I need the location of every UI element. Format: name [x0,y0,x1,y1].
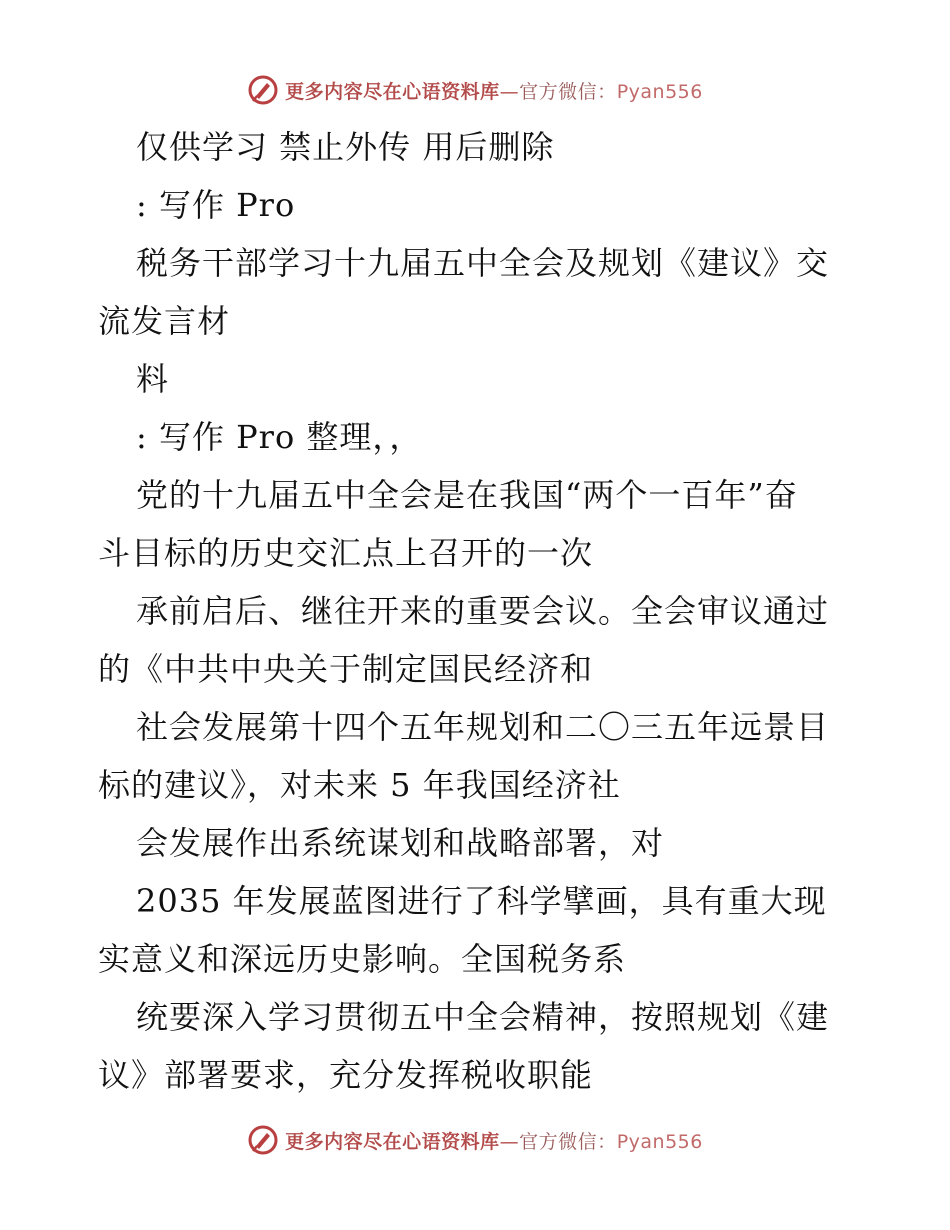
text-line: 会发展作出系统谋划和战略部署，对 [136,824,665,862]
watermark-site: 更多内容尽在心语资料库 [285,1130,500,1153]
text-line: 社会发展第十四个五年规划和二〇三五年远景目 [136,708,830,746]
watermark-text [285,1127,703,1154]
text-line: 仅供学习 禁止外传 用后删除 [136,128,555,166]
text-line: 议》部署要求，充分发挥税收职能 [98,1056,594,1094]
watermark-site: 更多内容尽在心语资料库 [285,80,500,103]
watermark-dash: — [499,1130,520,1153]
quill-logo-icon [247,1124,279,1156]
text-line: 标的建议》，对未来 5 年我国经济社 [98,766,621,804]
text-line: 承前启后、继往开来的重要会议。全会审议通过 [136,592,830,630]
watermark-label: 官方微信： [519,1130,617,1153]
text-line: 2035 年发展蓝图进行了科学擘画，具有重大现 [136,882,827,920]
text-line: 党的十九届五中全会是在我国“两个一百年”奋 [136,476,798,514]
watermark-banner-top [0,70,950,110]
text-line: 的《中共中央关于制定国民经济和 [98,650,594,688]
text-line: : 写作 Pro 整理，， [136,418,423,456]
text-line: 税务干部学习十九届五中全会及规划《建议》交 [136,244,830,282]
text-line: 流发言材 [98,302,231,340]
text-line: 统要深入学习贯彻五中全会精神，按照规划《建 [136,998,830,1036]
watermark-text [285,77,703,104]
quill-logo-icon [247,74,279,106]
document-body [98,118,858,1104]
watermark-dash: — [499,80,520,103]
watermark-banner-bottom [0,1120,950,1160]
watermark-label: 官方微信： [519,80,617,103]
text-line: 斗目标的历史交汇点上召开的一次 [98,534,594,572]
watermark-id: Pyan556 [616,1130,703,1153]
text-line: 料 [136,360,170,398]
text-line: 实意义和深远历史影响。全国税务系 [98,940,627,978]
watermark-id: Pyan556 [616,80,703,103]
text-line: : 写作 Pro [136,186,296,224]
